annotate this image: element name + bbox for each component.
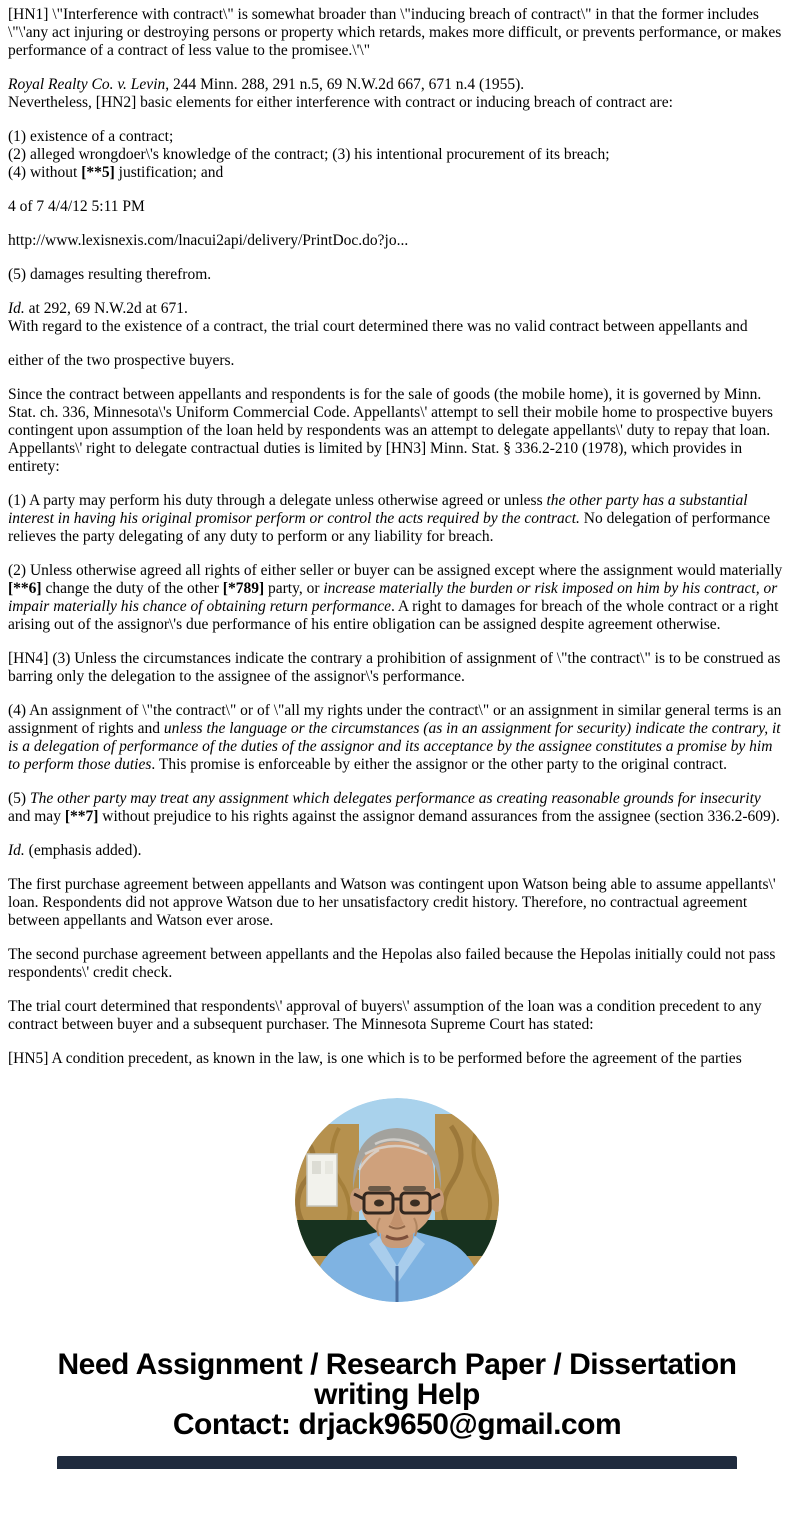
- paragraph-hepolas: [8, 946, 786, 982]
- paragraph-hn1: [8, 6, 786, 60]
- statute-sub3: [8, 650, 786, 686]
- ad-banner: [0, 1350, 794, 1440]
- text-segment: Since the contract between appellants and respondents is for the sale of goods (the mobile home), it is governed by Minn. Stat. ch. 336, Minnesota\'s Uniform Commercial Code. Appellants\' attempt to sell their mobile home to prospective buyers contingent upon assumption of the loan held by respondents was an attempt to delegate appellants\' duty to repay that loan. Appellants\' right to delegate contractual duties is limited by [HN3] Minn. Stat. § 336.2-210 (1978), which provides in entirety:: [8, 386, 773, 475]
- citation-id-292: [8, 300, 786, 336]
- statute-sub4: [8, 702, 786, 774]
- portrait-photo: [295, 1098, 499, 1302]
- page-number-timestamp: [8, 198, 786, 216]
- paragraph-condition-precedent: [8, 998, 786, 1034]
- text-segment: [**5]: [81, 164, 115, 181]
- text-segment: unless the language or the circumstances (as in an assignment for security) indicate the contrary, it is a delegation of performance of the duties of the assignor and its acceptance by the assignee constitutes a promise by him to perform those duties: [8, 720, 781, 773]
- text-segment: . A right to damages for breach of the whole contract or a right arising out of the assignor\'s due performance of his entire obligation can be assigned despite agreement otherwise.: [8, 598, 779, 633]
- text-segment: . This promise is enforceable by either the assignor or the other party to the original contract.: [151, 756, 727, 773]
- continuation-buyers: [8, 352, 786, 370]
- text-segment: (2) alleged wrongdoer\'s knowledge of the contract; (3) his intentional procurement of its breach;: [8, 146, 610, 163]
- text-segment: (4) An assignment of \"the contract\" or of \"all my rights under the contract\" or an assignment in similar general terms is an assignment of rights and: [8, 702, 782, 737]
- statute-sub1: [8, 492, 786, 546]
- text-segment: Id.: [8, 300, 25, 317]
- text-segment: the other party has a substantial interest in having his original promisor perform or control the acts required by the contract.: [8, 492, 748, 527]
- text-segment: No delegation of performance relieves the party delegating of any duty to perform or any liability for breach.: [8, 510, 771, 545]
- text-segment: The second purchase agreement between appellants and the Hepolas also failed because the Hepolas initially could not pass respondents\' credit check.: [8, 946, 776, 981]
- text-segment: justification; and: [114, 164, 224, 181]
- text-segment: 4 of 7 4/4/12 5:11 PM: [8, 198, 145, 215]
- ad-heading-line2: writing Help: [314, 1378, 480, 1411]
- text-segment: and may: [8, 808, 65, 825]
- statute-sub2: [8, 562, 786, 634]
- text-segment: increase materially the burden or risk imposed on him by his contract, or impair materially his chance of obtaining return performance: [8, 580, 778, 615]
- print-url: [8, 232, 786, 250]
- text-segment: (1) A party may perform his duty through a delegate unless otherwise agreed or unless: [8, 492, 547, 509]
- citation-royal-realty: [8, 76, 786, 112]
- text-segment: [HN5] A condition precedent, as known in the law, is one which is to be performed before the agreement of the parties: [8, 1050, 742, 1067]
- text-segment: Royal Realty Co. v. Levin: [8, 76, 166, 93]
- text-segment: party, or: [264, 580, 324, 597]
- bottom-bar: [57, 1456, 737, 1469]
- text-segment: without prejudice to his rights against the assignor demand assurances from the assignee (section 336.2-609).: [98, 808, 780, 825]
- text-segment: With regard to the existence of a contract, the trial court determined there was no valid contract between appellants and: [8, 318, 748, 335]
- text-segment: (2) Unless otherwise agreed all rights of either seller or buyer can be assigned except where the assignment would materially: [8, 562, 783, 579]
- portrait-image: [295, 1098, 499, 1302]
- text-segment: http://www.lexisnexis.com/lnacui2api/delivery/PrintDoc.do?jo...: [8, 232, 409, 249]
- paragraph-ucc: [8, 386, 786, 476]
- text-segment: The trial court determined that respondents\' approval of buyers\' assumption of the loan was a condition precedent to any contract between buyer and a subsequent purchaser. The Minnesota Supreme Court has stated:: [8, 998, 762, 1033]
- statute-sub5: [8, 790, 786, 826]
- text-segment: either of the two prospective buyers.: [8, 352, 235, 369]
- text-segment: (5): [8, 790, 30, 807]
- text-segment: [*789]: [222, 580, 265, 597]
- text-segment: at 292, 69 N.W.2d at 671.: [24, 300, 188, 317]
- text-segment: [HN1] \"Interference with contract\" is somewhat broader than \"inducing breach of contract\" in that the former includes \"\'any act injuring or destroying persons or property which retards, makes more difficult, or prevents performance, or makes performance of a contract of less value to the promisee.\'\": [8, 6, 782, 59]
- elements-list: [8, 128, 786, 182]
- citation-id-emphasis: [8, 842, 786, 860]
- paragraph-hn5: [8, 1050, 786, 1068]
- text-segment: , 244 Minn. 288, 291 n.5, 69 N.W.2d 667, 671 n.4 (1955).: [165, 76, 525, 93]
- text-segment: [**6]: [8, 580, 42, 597]
- ad-heading-line1: Need Assignment / Research Paper / Dissertation: [57, 1348, 737, 1381]
- text-segment: (4) without: [8, 164, 82, 181]
- ad-contact-line: Contact: drjack9650@gmail.com: [172, 1408, 622, 1441]
- text-segment: change the duty of the other: [41, 580, 223, 597]
- text-segment: The other party may treat any assignment which delegates performance as creating reasonable grounds for insecurity: [29, 790, 761, 807]
- text-segment: [**7]: [64, 808, 99, 825]
- text-segment: Id.: [8, 842, 25, 859]
- text-segment: Nevertheless, [HN2] basic elements for either interference with contract or inducing breach of contract are:: [8, 94, 673, 111]
- text-segment: (emphasis added).: [24, 842, 142, 859]
- element-5-damages: [8, 266, 786, 284]
- text-segment: [HN4] (3) Unless the circumstances indicate the contrary a prohibition of assignment of \"the contract\" is to be construed as barring only the delegation to the assignee of the assignor\'s performance.: [8, 650, 781, 685]
- text-segment: The first purchase agreement between appellants and Watson was contingent upon Watson being able to assume appellants\' loan. Respondents did not approve Watson due to her unsatisfactory credit history. Therefore, no contractual agreement between appellants and Watson ever arose.: [8, 876, 776, 929]
- text-segment: (1) existence of a contract;: [8, 128, 174, 145]
- paragraph-watson: [8, 876, 786, 930]
- text-segment: (5) damages resulting therefrom.: [8, 266, 212, 283]
